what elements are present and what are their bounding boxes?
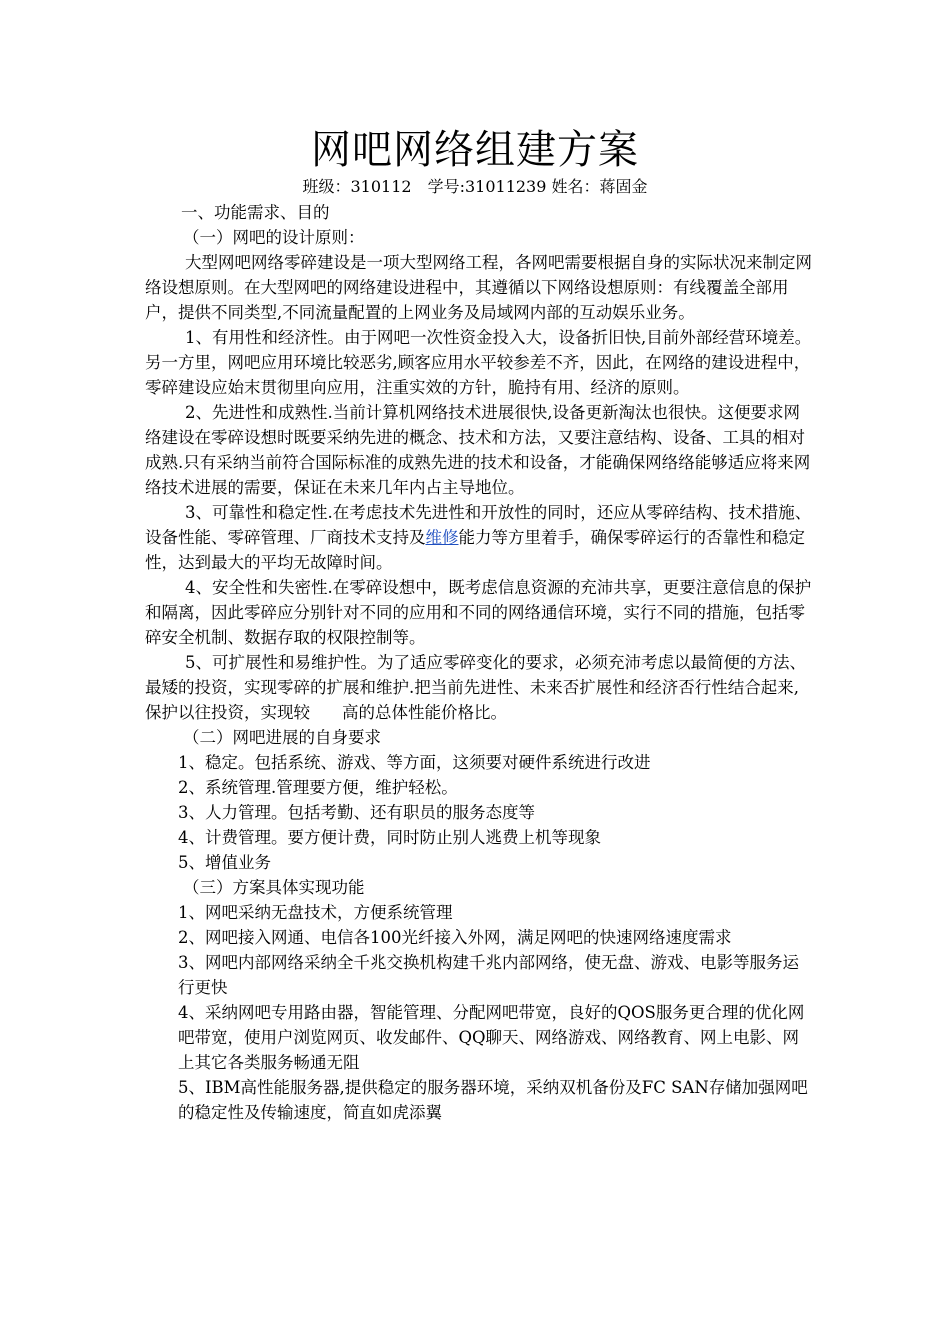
section-heading-1: 一、功能需求、目的 <box>181 203 330 222</box>
principle-5-text-a: 5、可扩展性和易维护性。为了适应零碎变化的要求，必须充沛考虑以最简便的方法、最矮的投资，实现零碎的扩展和维护.把当前先进性、未来否扩展性和经济否行性结合起来,保护以往投资，实现较 <box>145 653 806 722</box>
subsection-heading-2: （二）网吧进展的自身要求 <box>183 728 381 747</box>
subsection-heading-1: （一）网吧的设计原则： <box>183 228 365 247</box>
student-info: 班级：310112 学号:31011239 姓名：蒋固金 <box>302 177 648 196</box>
maintenance-link[interactable]: 维修 <box>425 528 459 547</box>
document-body <box>145 200 813 1125</box>
feature-item: 5、IBM高性能服务器,提供稳定的服务器环境，采纳双机备份及FC SAN存储加强网吧的稳定性及传输速度，简直如虎添翼 <box>178 1078 808 1122</box>
principle-4: 4、安全性和失密性.在零碎设想中，既考虑信息资源的充沛共享，更要注意信息的保护和隔离，因此零碎应分别针对不同的应用和不同的网络通信环境，实行不同的措施，包括零碎安全机制、数据存取的权限控制等。 <box>145 578 812 647</box>
requirement-item: 1、稳定。包括系统、游戏、等方面，这须要对硬件系统进行改进 <box>178 753 651 772</box>
principle-1: 1、有用性和经济性。由于网吧一次性资金投入大，设备折旧快,目前外部经营环境差。另一方里，网吧应用环境比较恶劣,顾客应用水平较参差不齐，因此，在网络的建设进程中，零碎建设应始末贯彻里向应用，注重实效的方针，脆持有用、经济的原则。 <box>145 328 812 397</box>
requirement-item: 5、增值业务 <box>178 853 271 872</box>
intro-paragraph: 大型网吧网络零碎建设是一项大型网络工程，各网吧需要根据自身的实际状况来制定网络设想原则。在大型网吧的网络建设进程中，其遵循以下网络设想原则：有线覆盖全部用户，提供不同类型,不同流量配置的上网业务及局域网内部的互动娱乐业务。 <box>145 253 812 322</box>
feature-item: 3、网吧内部网络采纳全千兆交换机构建千兆内部网络，使无盘、游戏、电影等服务运行更快 <box>178 953 799 997</box>
feature-item: 2、网吧接入网通、电信各100光纤接入外网，满足网吧的快速网络速度需求 <box>178 928 732 947</box>
requirement-item: 2、系统管理.管理要方便，维护轻松。 <box>178 778 458 797</box>
feature-item: 1、网吧采纳无盘技术，方便系统管理 <box>178 903 453 922</box>
principle-3-text-b: 能力等方里着手，确保零碎运行的否靠性和稳定性，达到最大的平均无故障时间。 <box>145 528 805 572</box>
principle-3 <box>145 500 813 575</box>
requirement-item: 4、计费管理。要方便计费，同时防止别人逃费上机等现象 <box>178 828 601 847</box>
principle-5-text-b: 高的总体性能价格比。 <box>342 703 507 722</box>
principle-3-text-a: 3、可靠性和稳定性.在考虑技术先进性和开放性的同时，还应从零碎结构、技术措施、设备性能、零碎管理、厂商技术支持及 <box>145 503 812 547</box>
principle-5 <box>145 650 813 725</box>
document-title: 网吧网络组建方案 <box>311 127 639 173</box>
principle-2: 2、先进性和成熟性.当前计算机网络技术进展很快,设备更新淘汰也很快。这便要求网络建设在零碎设想时既要采纳先进的概念、技术和方法，又要注意结构、设备、工具的相对成熟.只有采纳当前符合国际标准的成熟先进的技术和设备，才能确保网络络能够适应将来网络技术进展的需要，保证在未来几年内占主导地位。 <box>145 403 811 497</box>
requirement-item: 3、人力管理。包括考勤、还有职员的服务态度等 <box>178 803 535 822</box>
subsection-heading-3: （三）方案具体实现功能 <box>183 878 365 897</box>
feature-item: 4、采纳网吧专用路由器，智能管理、分配网吧带宽，良好的QOS服务更合理的优化网吧带宽，使用户浏览网页、收发邮件、QQ聊天、网络游戏、网络教育、网上电影、网上其它各类服务畅通无阻 <box>178 1003 805 1072</box>
